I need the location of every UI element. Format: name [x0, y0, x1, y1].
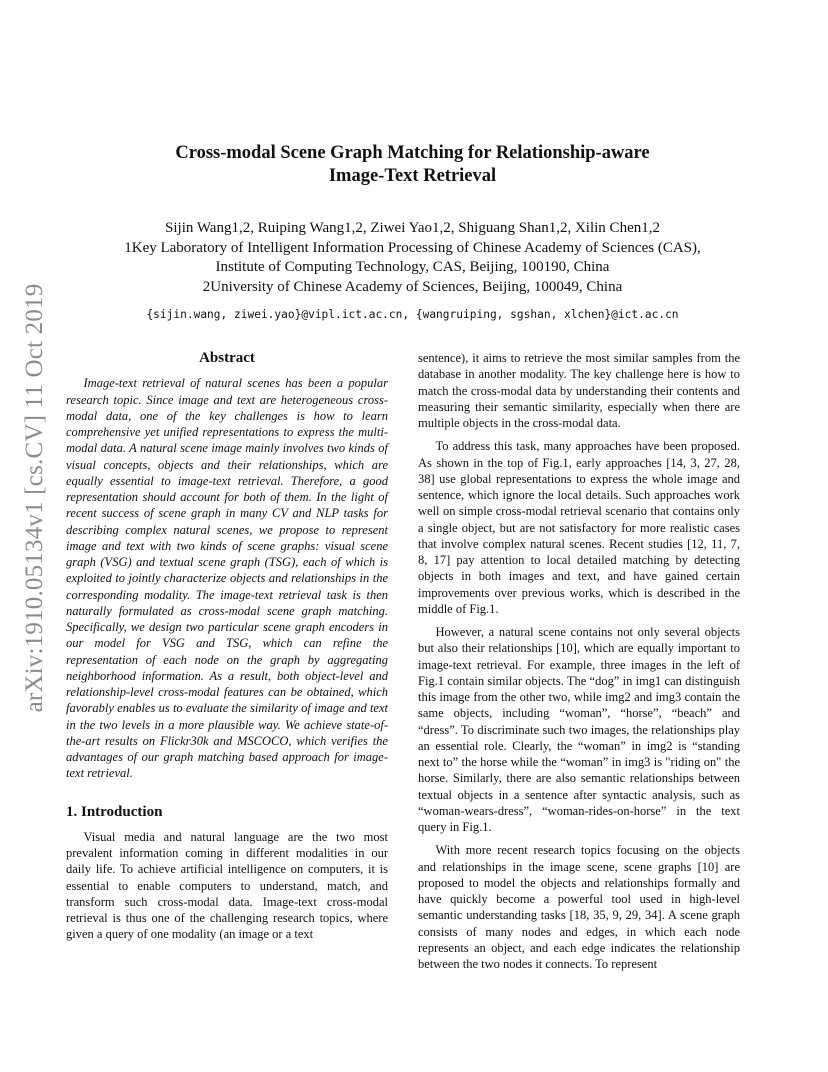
arxiv-id-text: arXiv:1910.05134v1 [cs.CV] 11 Oct 2019	[21, 283, 48, 713]
right-column	[418, 350, 740, 979]
affiliation-2: 2University of Chinese Academy of Sciences, Beijing, 100049, China	[202, 278, 623, 295]
author-block	[90, 219, 735, 325]
abstract-text: Image-text retrieval of natural scenes has been a popular research topic. Since image and text are heterogeneous cross-modal data, one of the key challenges is how to learn comprehensive yet unified representations to express the multi-modal data. A natural scene image mainly involves two kinds of visual concepts, objects and their relationships, which are equally essential to image-text retrieval. Therefore, a good representation should account for both of them. In the light of recent success of scene graph in many CV and NLP tasks for describing complex natural scenes, we propose to represent image and text with two kinds of scene graphs: visual scene graph (VSG) and textual scene graph (TSG), each of which is exploited to jointly characterize objects and relationships in the corresponding modality. The image-text retrieval task is then naturally formulated as cross-modal scene graph matching. Specifically, we design two particular scene graph encoders in our model for VSG and TSG, which can refine the representation of each node on the graph by aggregating neighborhood information. As a result, both object-level and relationship-level cross-modal features can be obtained, which favorably enables us to evaluate the similarity of image and text in the two levels in a more plausible way. We achieve state-of-the-art results on Flickr30k and MSCOCO, which verifies the advantages of our graph matching based approach for image-text retrieval.	[66, 376, 388, 781]
abstract-heading: Abstract	[199, 350, 255, 366]
intro-paragraph-1: Visual media and natural language are the two most prevalent information coming in different modalities in our daily life. To achieve artificial intelligence on computers, it is essential to enable computers to understand, match, and transform such cross-modal data. Image-text cross-modal retrieval is thus one of the challenging research topics, where given a query of one modality (an image or a text	[66, 829, 388, 942]
intro-paragraph-2: To address this task, many approaches have been proposed. As shown in the top of Fig.1, early approaches [14, 3, 27, 28, 38] use global representations to express the whole image and sentence, which ignore the local details. Such approaches work well on simple cross-modal retrieval scenario that contains only a single object, but are not satisfactory for more realistic cases that involve complex natural scenes. Recent studies [12, 11, 7, 8, 17] pay attention to local detailed matching by detecting objects in both images and text, and have gained certain improvements over previous works, which is described in the middle of Fig.1.	[418, 439, 740, 616]
intro-paragraph-1-continued: sentence), it aims to retrieve the most similar samples from the database in another modality. The key challenge here is how to match the cross-modal data by understanding their contents and measuring their semantic similarity, especially when there are multiple objects in the cross-modal data.	[418, 351, 740, 430]
intro-paragraph-3: However, a natural scene contains not only several objects but also their relationships [10], which are equally important to image-text retrieval. For example, three images in the left of Fig.1 contain similar objects. The “dog” in img1 can distinguish this image from the other two, while img2 and img3 contain the same objects, including “woman”, “horse”, “beach” and “dress”. To discriminate such two images, the relationships play an essential role. Clearly, the “woman” in img2 is “standing next to” the horse while the “woman” in img3 is "riding on" the horse. Similarly, there are also semantic relationships between textual objects in a sentence after syntactic analysis, such as “woman-wears-dress”, “woman-rides-on-horse” in the text query in Fig.1.	[418, 625, 740, 834]
arxiv-sidebar-stamp	[13, 258, 57, 738]
title-line-1: Cross-modal Scene Graph Matching for Relationship-aware	[175, 143, 650, 163]
title-line-2: Image-Text Retrieval	[328, 166, 497, 186]
left-column	[66, 350, 388, 950]
introduction-heading: 1. Introduction	[66, 803, 163, 820]
affiliation-1a: 1Key Laboratory of Intelligent Information Processing of Chinese Academy of Sciences (CAS),	[124, 239, 701, 256]
intro-paragraph-4: With more recent research topics focusing on the objects and relationships in the image scene, scene graphs [10] are proposed to model the objects and relationships formally and have quickly become a powerful tool used in high-level semantic understanding tasks [18, 35, 9, 29, 34]. A scene graph consists of many nodes and edges, in which each node represents an object, and each edge indicates the relationship between the two nodes it connects. To represent	[418, 843, 740, 971]
author-names: Sijin Wang1,2, Ruiping Wang1,2, Ziwei Yao1,2, Shiguang Shan1,2, Xilin Chen1,2	[165, 220, 660, 236]
affiliation-1b: Institute of Computing Technology, CAS, Beijing, 100190, China	[215, 259, 610, 276]
author-emails: {sijin.wang, ziwei.yao}@vipl.ict.ac.cn, {wangruiping, sgshan, xlchen}@ict.ac.cn	[146, 308, 679, 322]
paper-title	[90, 142, 735, 188]
